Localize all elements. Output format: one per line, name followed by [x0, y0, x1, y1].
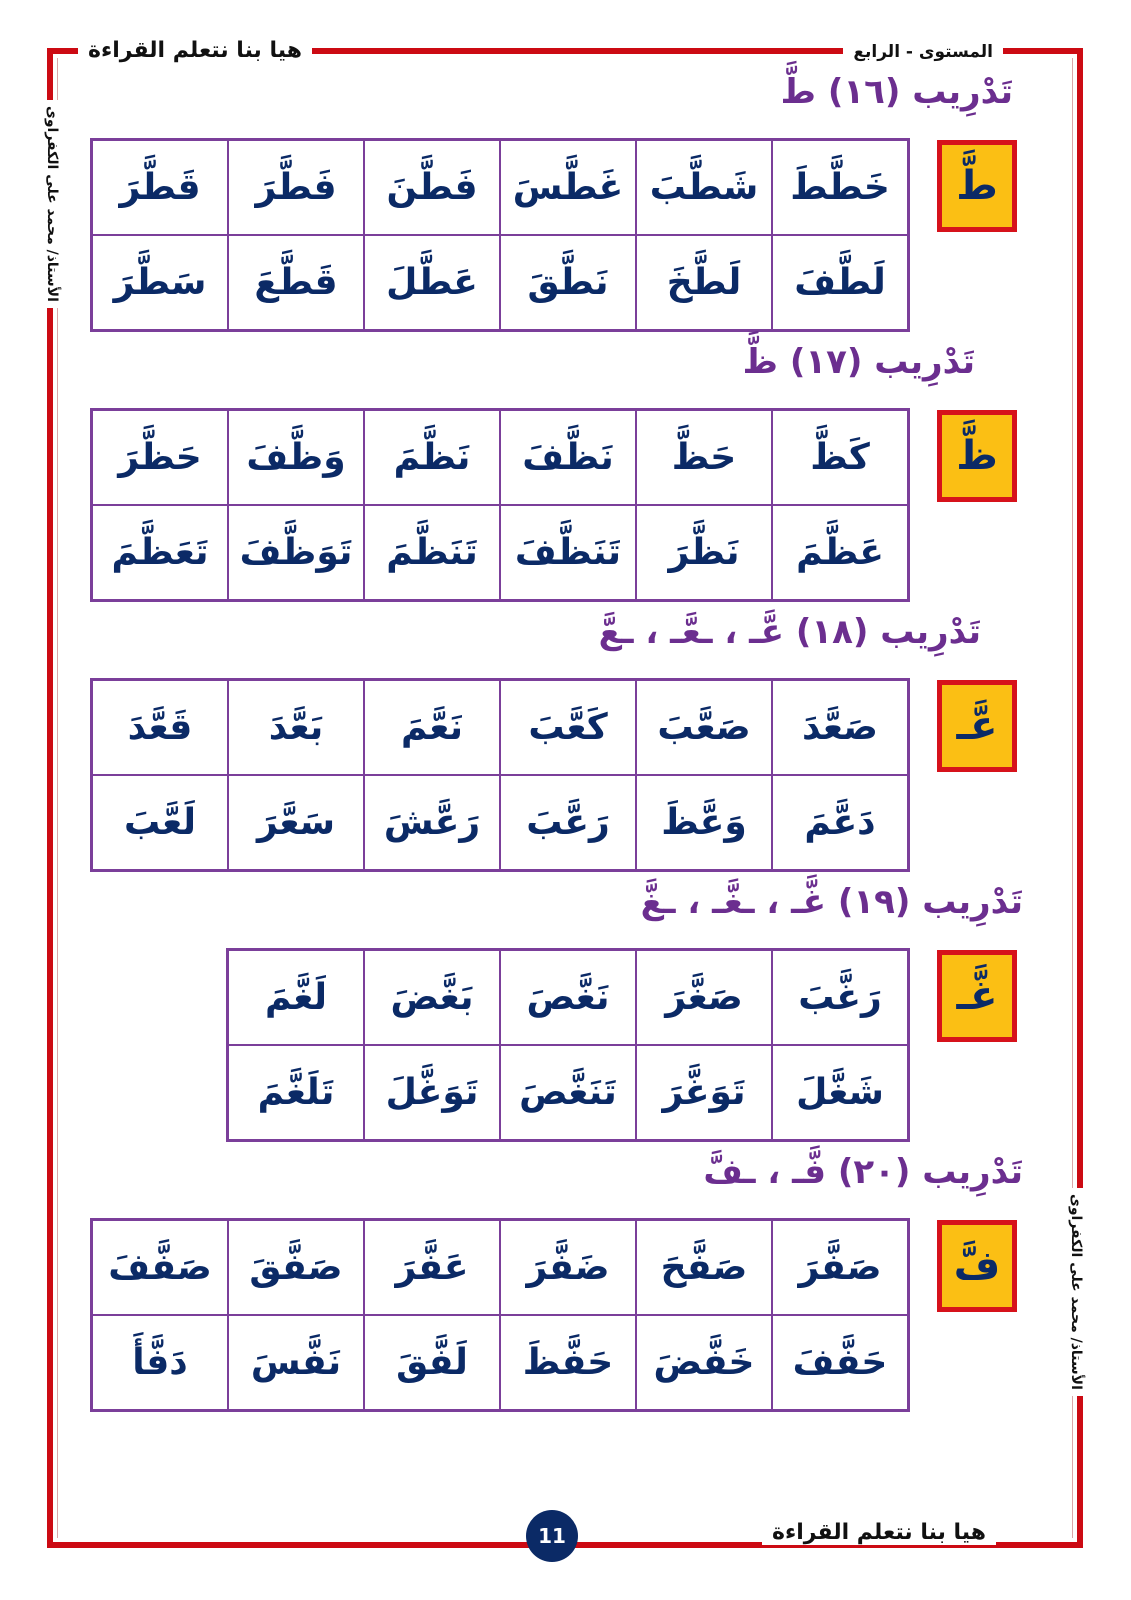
word-cell: صَعَّبَ: [636, 680, 772, 775]
word-cell: حَظَّرَ: [92, 410, 228, 505]
word-cell: قَطَّعَ: [228, 235, 364, 330]
word-cell: تَعَظَّمَ: [92, 505, 228, 600]
word-cell: سَطَّرَ: [92, 235, 228, 330]
word-cell: رَغَّبَ: [772, 950, 908, 1045]
exercise-16-grid: [90, 138, 910, 332]
word-cell: لَعَّبَ: [92, 775, 228, 870]
exercise-18-letter-badge: عَّـ: [937, 680, 1017, 772]
word-cell: كَعَّبَ: [500, 680, 636, 775]
word-cell: تَنَظَّمَ: [364, 505, 500, 600]
exercise-17-title: تَدْرِيب (١٧) ظَّ: [742, 342, 975, 382]
word-cell: كَظَّ: [772, 410, 908, 505]
word-cell: تَنَغَّصَ: [500, 1045, 636, 1140]
author-left: الأستاذ/ محمد على الكفراوى: [44, 100, 60, 308]
word-cell: صَعَّدَ: [772, 680, 908, 775]
exercise-20-letter-badge: فَّ: [937, 1220, 1017, 1312]
word-cell: تَوَغَّرَ: [636, 1045, 772, 1140]
word-cell: رَعَّبَ: [500, 775, 636, 870]
word-cell: صَفَّحَ: [636, 1220, 772, 1315]
exercise-20-grid: [90, 1218, 910, 1412]
word-cell: نَظَّمَ: [364, 410, 500, 505]
word-cell: نَغَّصَ: [500, 950, 636, 1045]
word-cell: نَظَّرَ: [636, 505, 772, 600]
exercise-19-letter-badge: غَّـ: [937, 950, 1017, 1042]
header-level: المستوى - الرابع: [843, 42, 1003, 62]
exercise-19-grid: [226, 948, 910, 1142]
word-cell: دَفَّأَ: [92, 1315, 228, 1410]
word-cell: نَظَّفَ: [500, 410, 636, 505]
page-number: 11: [526, 1510, 578, 1562]
word-cell: دَعَّمَ: [772, 775, 908, 870]
word-cell: خَفَّضَ: [636, 1315, 772, 1410]
word-cell: نَعَّمَ: [364, 680, 500, 775]
word-cell: تَلَغَّمَ: [228, 1045, 364, 1140]
word-cell: شَغَّلَ: [772, 1045, 908, 1140]
author-right: الأستاذ/ محمد على الكفراوى: [1068, 1188, 1084, 1396]
word-cell: لَغَّمَ: [228, 950, 364, 1045]
exercise-17-grid: [90, 408, 910, 602]
word-cell: وَعَّظَ: [636, 775, 772, 870]
word-cell: ضَفَّرَ: [500, 1220, 636, 1315]
word-cell: عَفَّرَ: [364, 1220, 500, 1315]
word-cell: بَغَّضَ: [364, 950, 500, 1045]
exercise-16-title: تَدْرِيب (١٦) طَّ: [780, 72, 1013, 112]
word-cell: عَظَّمَ: [772, 505, 908, 600]
exercise-19-title: تَدْرِيب (١٩) غَّـ ، ـغَّـ ، ـغَّ: [640, 882, 1023, 922]
word-cell: حَفَّفَ: [772, 1315, 908, 1410]
word-cell: صَفَّرَ: [772, 1220, 908, 1315]
word-cell: تَوَغَّلَ: [364, 1045, 500, 1140]
word-cell: فَطَّرَ: [228, 140, 364, 235]
word-cell: تَوَظَّفَ: [228, 505, 364, 600]
word-cell: لَطَّفَ: [772, 235, 908, 330]
exercise-20-title: تَدْرِيب (٢٠) فَّـ ، ـفَّ: [703, 1152, 1023, 1192]
word-cell: قَعَّدَ: [92, 680, 228, 775]
word-cell: بَعَّدَ: [228, 680, 364, 775]
word-cell: غَطَّسَ: [500, 140, 636, 235]
word-cell: عَطَّلَ: [364, 235, 500, 330]
exercise-16-letter-badge: طَّ: [937, 140, 1017, 232]
footer-title: هيا بنا نتعلم القراءة: [762, 1520, 996, 1545]
word-cell: لَفَّقَ: [364, 1315, 500, 1410]
exercise-18-title: تَدْرِيب (١٨) عَّـ ، ـعَّـ ، ـعَّ: [598, 612, 981, 652]
word-cell: فَطَّنَ: [364, 140, 500, 235]
word-cell: نَطَّقَ: [500, 235, 636, 330]
word-cell: صَغَّرَ: [636, 950, 772, 1045]
word-cell: رَعَّشَ: [364, 775, 500, 870]
exercise-17-letter-badge: ظَّ: [937, 410, 1017, 502]
word-cell: وَظَّفَ: [228, 410, 364, 505]
header-title: هيا بنا نتعلم القراءة: [78, 38, 312, 63]
word-cell: حَظَّ: [636, 410, 772, 505]
word-cell: نَفَّسَ: [228, 1315, 364, 1410]
word-cell: خَطَّطَ: [772, 140, 908, 235]
word-cell: حَفَّظَ: [500, 1315, 636, 1410]
word-cell: صَفَّفَ: [92, 1220, 228, 1315]
word-cell: شَطَّبَ: [636, 140, 772, 235]
word-cell: قَطَّرَ: [92, 140, 228, 235]
word-cell: تَنَظَّفَ: [500, 505, 636, 600]
exercise-18-grid: [90, 678, 910, 872]
word-cell: صَفَّقَ: [228, 1220, 364, 1315]
word-cell: سَعَّرَ: [228, 775, 364, 870]
word-cell: لَطَّخَ: [636, 235, 772, 330]
